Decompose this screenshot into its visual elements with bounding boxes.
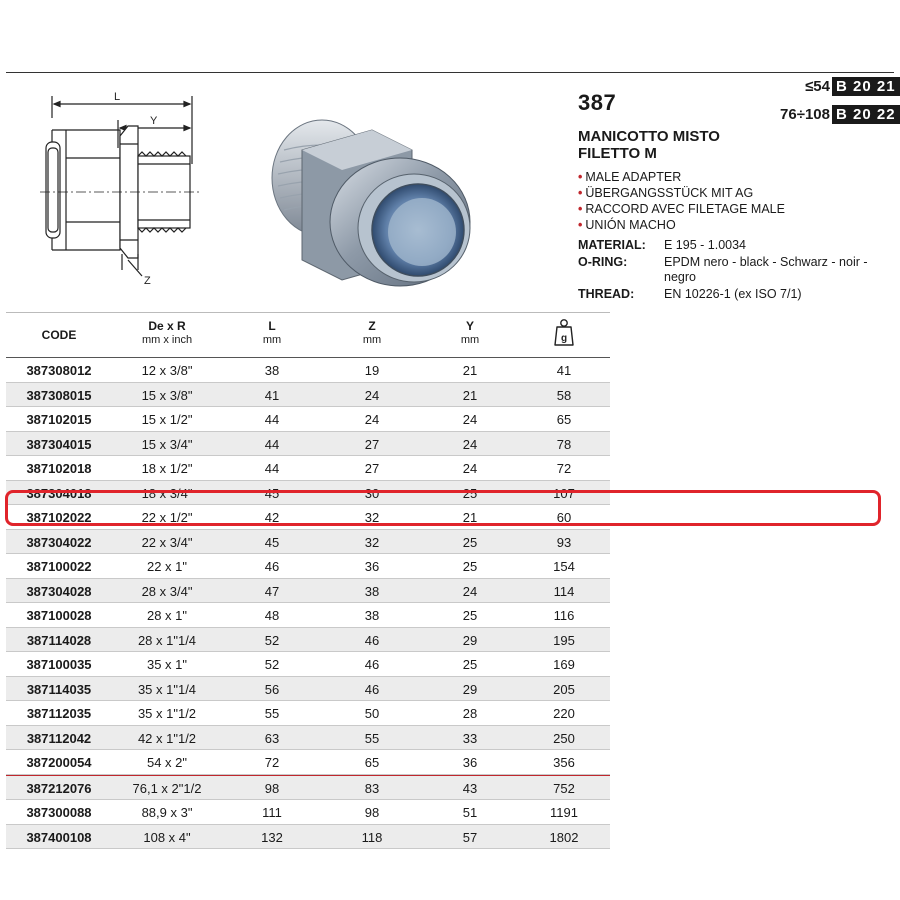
cell-code: 387114035 xyxy=(26,681,92,697)
product-photo xyxy=(262,110,482,290)
cell-code: 387304015 xyxy=(26,436,92,452)
table-row xyxy=(6,677,610,702)
cell-y: 25 xyxy=(462,608,478,623)
table-row xyxy=(6,432,610,457)
cell-z: 27 xyxy=(364,436,380,452)
column-header-dexr: De x R mm x inch xyxy=(141,319,193,346)
cell-y: 25 xyxy=(462,657,478,672)
cell-weight: 72 xyxy=(556,461,572,476)
cell-weight: 114 xyxy=(553,583,575,599)
cell-z: 50 xyxy=(364,706,380,721)
cell-weight: 250 xyxy=(553,730,575,746)
product-name-line-1: MANICOTTO MISTO xyxy=(578,128,720,145)
cell-dexr: 22 x 1" xyxy=(146,559,188,574)
table-row xyxy=(6,579,610,604)
cell-z: 46 xyxy=(364,657,380,672)
cell-z: 65 xyxy=(364,755,380,770)
cell-weight: 356 xyxy=(553,755,575,770)
dimension-label-z: Z xyxy=(144,275,151,287)
cell-weight: 116 xyxy=(553,608,575,623)
cell-l: 111 xyxy=(262,805,282,820)
table-row xyxy=(6,456,610,481)
cell-y: 51 xyxy=(462,805,478,820)
cell-y: 21 xyxy=(462,510,478,525)
cell-dexr: 42 x 1"1/2 xyxy=(137,730,197,746)
cell-dexr: 15 x 3/4" xyxy=(141,436,193,452)
table-row xyxy=(6,825,610,850)
cell-weight: 220 xyxy=(553,706,575,721)
cell-z: 118 xyxy=(361,829,383,845)
cell-l: 45 xyxy=(264,534,280,550)
cell-l: 38 xyxy=(264,363,280,378)
cell-weight: 1191 xyxy=(550,805,578,820)
cell-dexr: 28 x 1" xyxy=(146,608,188,623)
cell-dexr: 54 x 2" xyxy=(146,755,188,770)
dimension-label-y: Y xyxy=(150,115,158,127)
table-row xyxy=(6,603,610,628)
cell-z: 24 xyxy=(364,387,380,403)
cell-z: 36 xyxy=(364,559,380,574)
cell-code: 387102018 xyxy=(26,461,92,476)
dimensions-table xyxy=(6,312,610,849)
cell-l: 52 xyxy=(264,657,280,672)
cell-l: 44 xyxy=(264,436,280,452)
weight-icon xyxy=(553,317,575,347)
range-badge-small: B 20 21 xyxy=(832,77,900,96)
cell-dexr: 22 x 1/2" xyxy=(141,510,193,525)
cell-weight: 41 xyxy=(556,363,572,378)
cell-weight: 93 xyxy=(556,534,572,550)
column-header-y: Y mm xyxy=(460,319,480,346)
technical-drawing xyxy=(10,88,210,288)
cell-weight: 1802 xyxy=(549,829,579,845)
table-row xyxy=(6,726,610,751)
cell-y: 21 xyxy=(462,387,478,403)
cell-l: 48 xyxy=(264,608,280,623)
cell-code: 387308012 xyxy=(26,363,92,378)
cell-weight: 154 xyxy=(553,559,575,574)
cell-z: 19 xyxy=(364,363,380,378)
cell-code: 387308015 xyxy=(26,387,92,403)
table-row xyxy=(6,800,610,825)
cell-l: 42 xyxy=(264,510,280,525)
cell-dexr: 15 x 3/8" xyxy=(141,387,193,403)
cell-y: 28 xyxy=(462,706,478,721)
cell-z: 55 xyxy=(364,730,380,746)
cell-y: 25 xyxy=(462,485,478,501)
table-row xyxy=(6,652,610,677)
cell-dexr: 35 x 1"1/2 xyxy=(137,706,197,721)
cell-z: 83 xyxy=(364,780,380,796)
cell-code: 387100035 xyxy=(26,657,92,672)
cell-dexr: 18 x 1/2" xyxy=(141,461,193,476)
table-row xyxy=(6,701,610,726)
weight-unit-label: g xyxy=(560,333,568,344)
cell-code: 387212076 xyxy=(26,780,92,796)
table-row xyxy=(6,775,610,801)
cell-dexr: 12 x 3/8" xyxy=(141,363,193,378)
cell-z: 38 xyxy=(364,583,380,599)
cell-weight: 78 xyxy=(556,436,572,452)
cell-dexr: 88,9 x 3" xyxy=(141,805,193,820)
cell-z: 98 xyxy=(364,805,380,820)
cell-code: 387304018 xyxy=(26,485,92,501)
cell-y: 21 xyxy=(462,363,478,378)
cell-code: 387200054 xyxy=(26,755,92,770)
cell-y: 24 xyxy=(462,436,478,452)
cell-dexr: 28 x 1"1/4 xyxy=(137,632,197,648)
column-header-z: Z mm xyxy=(362,319,382,346)
cell-code: 387304022 xyxy=(26,534,92,550)
cell-weight: 58 xyxy=(556,387,572,403)
cell-weight: 65 xyxy=(556,412,572,427)
cell-code: 387100022 xyxy=(26,559,92,574)
cell-l: 63 xyxy=(264,730,280,746)
spec-value-material: E 195 - 1.0034 xyxy=(664,238,747,252)
cell-l: 52 xyxy=(264,632,280,648)
cell-code: 387102015 xyxy=(26,412,92,427)
spec-label-material: MATERIAL: xyxy=(578,238,646,252)
cell-l: 55 xyxy=(264,706,280,721)
spec-label-oring: O-RING: xyxy=(578,255,628,269)
cell-y: 25 xyxy=(462,534,478,550)
cell-y: 29 xyxy=(462,681,478,697)
cell-code: 387112042 xyxy=(26,730,92,746)
cell-code: 387112035 xyxy=(26,706,92,721)
table-body xyxy=(6,358,610,849)
translations-list xyxy=(578,169,785,233)
product-name-line-2: FILETTO M xyxy=(578,145,657,162)
cell-code: 387114028 xyxy=(26,632,92,648)
cell-y: 57 xyxy=(462,829,478,845)
cell-dexr: 108 x 4" xyxy=(143,829,191,845)
cell-dexr: 28 x 3/4" xyxy=(141,583,193,599)
cell-y: 33 xyxy=(462,730,478,746)
cell-l: 132 xyxy=(261,829,283,845)
cell-y: 24 xyxy=(462,583,478,599)
range-badge-large: B 20 22 xyxy=(832,105,900,124)
top-divider xyxy=(6,72,894,73)
cell-code: 387300088 xyxy=(26,805,92,820)
cell-weight: 752 xyxy=(553,780,575,796)
cell-code: 387400108 xyxy=(26,829,92,845)
product-code: 387 xyxy=(578,90,617,115)
cell-weight: 60 xyxy=(556,510,572,525)
cell-weight: 195 xyxy=(553,632,575,648)
column-header-l: L mm xyxy=(262,319,282,346)
table-row xyxy=(6,628,610,653)
cell-l: 44 xyxy=(264,461,280,476)
cell-weight: 169 xyxy=(553,657,575,672)
cell-y: 43 xyxy=(462,780,478,796)
cell-l: 98 xyxy=(264,780,280,796)
cell-l: 44 xyxy=(264,412,280,427)
translation-item: • RACCORD AVEC FILETAGE MALE xyxy=(578,202,785,216)
table-row xyxy=(6,530,610,555)
cell-l: 56 xyxy=(264,681,280,697)
cell-dexr: 18 x 3/4" xyxy=(141,485,193,501)
cell-code: 387102022 xyxy=(26,510,92,525)
cell-dexr: 35 x 1"1/4 xyxy=(137,681,197,697)
column-header-code: CODE xyxy=(41,328,77,342)
spec-value-oring: EPDM nero - black - Schwarz - noir - negro xyxy=(664,255,868,284)
cell-y: 25 xyxy=(462,559,478,574)
cell-z: 32 xyxy=(364,534,380,550)
translation-item: • UNIÓN MACHO xyxy=(578,218,676,232)
cell-l: 46 xyxy=(264,559,280,574)
translation-item: • ÜBERGANGSSTÜCK MIT AG xyxy=(578,186,754,200)
spec-label-thread: THREAD: xyxy=(578,287,635,301)
cell-dexr: 22 x 3/4" xyxy=(141,534,193,550)
cell-code: 387304028 xyxy=(26,583,92,599)
cell-y: 29 xyxy=(462,632,478,648)
product-name xyxy=(578,128,778,162)
cell-l: 72 xyxy=(264,755,280,770)
cell-y: 24 xyxy=(462,412,478,427)
table-row xyxy=(6,554,610,579)
cell-z: 32 xyxy=(364,510,380,525)
table-row xyxy=(6,358,610,383)
cell-y: 24 xyxy=(462,461,478,476)
cell-weight: 107 xyxy=(553,485,575,501)
cell-l: 45 xyxy=(264,485,280,501)
table-row xyxy=(6,750,610,775)
translation-item: • MALE ADAPTER xyxy=(578,170,682,184)
cell-z: 27 xyxy=(364,461,380,476)
cell-dexr: 76,1 x 2"1/2 xyxy=(132,780,202,796)
cell-weight: 205 xyxy=(553,681,575,697)
cell-z: 46 xyxy=(364,681,380,697)
cell-z: 24 xyxy=(364,412,380,427)
cell-z: 38 xyxy=(364,608,380,623)
cell-code: 387100028 xyxy=(26,608,92,623)
cell-l: 47 xyxy=(264,583,280,599)
table-header xyxy=(6,312,610,358)
table-row xyxy=(6,407,610,432)
column-header-weight xyxy=(518,317,610,350)
cell-dexr: 15 x 1/2" xyxy=(141,412,193,427)
table-row xyxy=(6,383,610,408)
dimension-label-l: L xyxy=(114,91,121,103)
cell-y: 36 xyxy=(462,755,478,770)
cell-l: 41 xyxy=(264,387,280,403)
range-label-small: ≤54 xyxy=(805,78,830,95)
spec-value-thread: EN 10226-1 (ex ISO 7/1) xyxy=(664,287,802,301)
cell-dexr: 35 x 1" xyxy=(146,657,188,672)
cell-z: 30 xyxy=(364,485,380,501)
highlighted-row-frame xyxy=(5,490,881,526)
range-label-large: 76÷108 xyxy=(780,106,830,123)
cell-z: 46 xyxy=(364,632,380,648)
